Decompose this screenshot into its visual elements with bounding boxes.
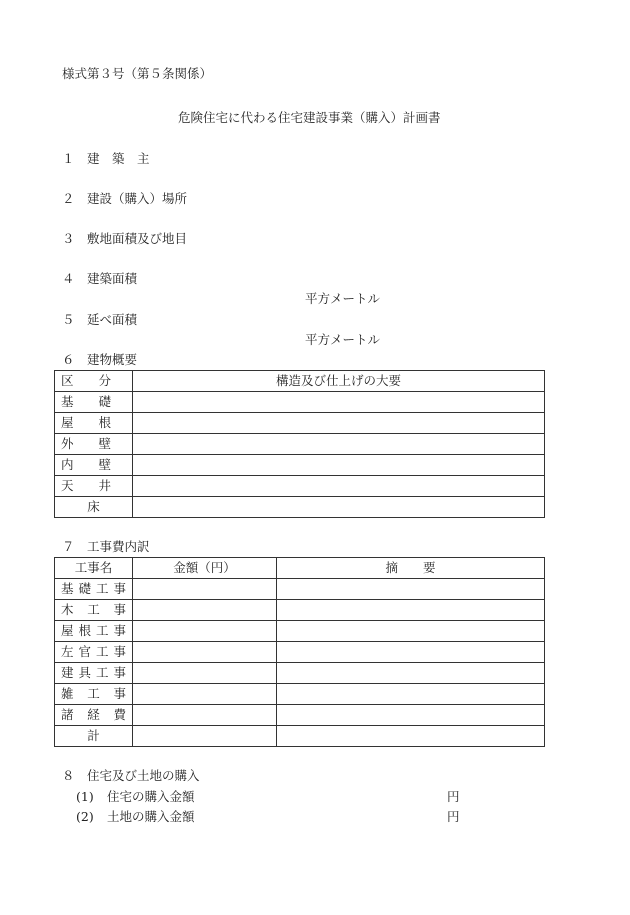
row-label: 天 井 <box>55 476 133 497</box>
table-row <box>55 726 545 747</box>
item-purchase: ８ 住宅及び土地の購入 <box>62 768 200 783</box>
table-row <box>55 392 545 413</box>
remarks-cell[interactable] <box>277 726 545 747</box>
amount-cell[interactable] <box>133 726 277 747</box>
row-label: 建具工事 <box>55 663 133 684</box>
table-row <box>55 642 545 663</box>
table-row <box>55 705 545 726</box>
header-category: 区 分 <box>55 371 133 392</box>
item-floor-area: ５ 延べ面積 <box>62 312 138 327</box>
row-label: 屋 根 <box>55 413 133 434</box>
table-header-row <box>55 558 545 579</box>
item-overview: ６ 建物概要 <box>62 352 138 367</box>
remarks-cell[interactable] <box>277 600 545 621</box>
row-input[interactable] <box>133 476 545 497</box>
row-input[interactable] <box>133 413 545 434</box>
table-row <box>55 434 545 455</box>
amount-cell[interactable] <box>133 600 277 621</box>
purchase-no: (2) <box>76 809 94 824</box>
row-label: 木工事 <box>55 600 133 621</box>
remarks-cell[interactable] <box>277 684 545 705</box>
remarks-cell[interactable] <box>277 642 545 663</box>
remarks-cell[interactable] <box>277 579 545 600</box>
purchase-no: (1) <box>76 789 94 804</box>
overview-table <box>54 370 545 518</box>
form-number: 様式第３号（第５条関係） <box>62 66 213 81</box>
remarks-cell[interactable] <box>277 705 545 726</box>
header-amount: 金額（円） <box>133 558 277 579</box>
item-builder: １ 建 築 主 <box>62 151 150 166</box>
building-area-unit: 平方メートル <box>305 291 381 306</box>
purchase-label: 土地の購入金額 <box>107 809 195 824</box>
row-label: 基 礎 <box>55 392 133 413</box>
table-header-row <box>55 371 545 392</box>
document-title: 危険住宅に代わる住宅建設事業（購入）計画書 <box>178 110 441 125</box>
row-label: 外 壁 <box>55 434 133 455</box>
table-row <box>55 684 545 705</box>
table-row <box>55 497 545 518</box>
table-row <box>55 621 545 642</box>
item-location: ２ 建設（購入）場所 <box>62 191 188 206</box>
amount-cell[interactable] <box>133 579 277 600</box>
remarks-cell[interactable] <box>277 621 545 642</box>
item-building-area: ４ 建築面積 <box>62 271 138 286</box>
row-label: 内 壁 <box>55 455 133 476</box>
row-input[interactable] <box>133 497 545 518</box>
item-breakdown: ７ 工事費内訳 <box>62 539 150 554</box>
amount-cell[interactable] <box>133 684 277 705</box>
amount-cell[interactable] <box>133 663 277 684</box>
purchase-unit: 円 <box>447 789 460 804</box>
row-label: 計 <box>55 726 133 747</box>
header-work-name: 工事名 <box>55 558 133 579</box>
table-row <box>55 413 545 434</box>
item-site-area: ３ 敷地面積及び地目 <box>62 231 188 246</box>
purchase-unit: 円 <box>447 809 460 824</box>
amount-cell[interactable] <box>133 705 277 726</box>
row-input[interactable] <box>133 455 545 476</box>
row-label: 諸経費 <box>55 705 133 726</box>
table-row <box>55 663 545 684</box>
row-label: 左官工事 <box>55 642 133 663</box>
header-structure: 構造及び仕上げの大要 <box>133 371 545 392</box>
row-label: 雑工事 <box>55 684 133 705</box>
table-row <box>55 476 545 497</box>
table-row <box>55 455 545 476</box>
amount-cell[interactable] <box>133 621 277 642</box>
row-label: 屋根工事 <box>55 621 133 642</box>
remarks-cell[interactable] <box>277 663 545 684</box>
table-row <box>55 600 545 621</box>
floor-area-unit: 平方メートル <box>305 332 381 347</box>
purchase-label: 住宅の購入金額 <box>107 789 195 804</box>
amount-cell[interactable] <box>133 642 277 663</box>
row-label: 基礎工事 <box>55 579 133 600</box>
table-row <box>55 579 545 600</box>
row-input[interactable] <box>133 392 545 413</box>
row-label: 床 <box>55 497 133 518</box>
cost-table <box>54 557 545 747</box>
header-remarks: 摘 要 <box>277 558 545 579</box>
row-input[interactable] <box>133 434 545 455</box>
